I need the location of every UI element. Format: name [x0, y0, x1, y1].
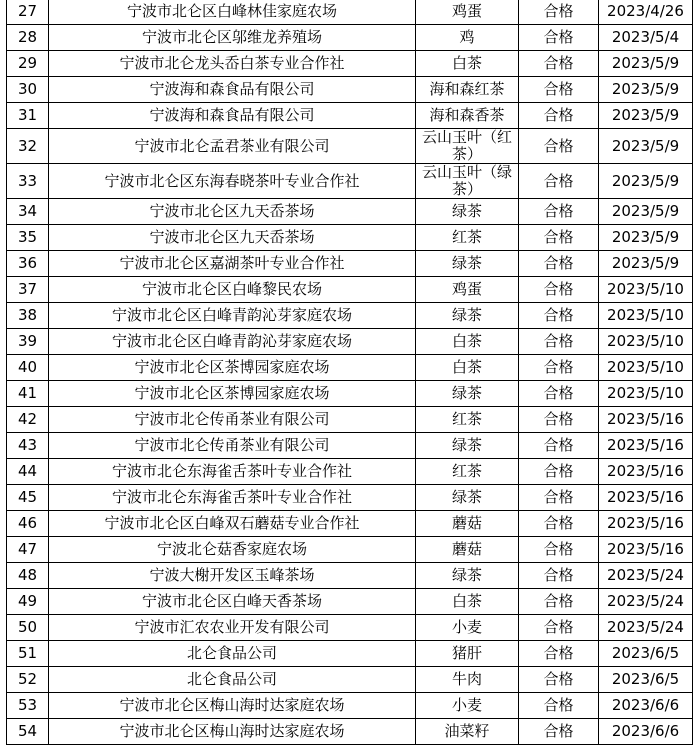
- product-cell: 红茶: [416, 459, 519, 485]
- product-cell: 绿茶: [416, 433, 519, 459]
- product-cell: 绿茶: [416, 485, 519, 511]
- product-cell: 鸡蛋: [416, 0, 519, 25]
- product-cell: 油菜籽: [416, 719, 519, 745]
- result-cell: 合格: [519, 719, 599, 745]
- row-number-cell: 47: [7, 537, 49, 563]
- row-number-cell: 44: [7, 459, 49, 485]
- product-cell: 海和森香茶: [416, 103, 519, 129]
- product-cell: 牛肉: [416, 667, 519, 693]
- product-cell: 猪肝: [416, 641, 519, 667]
- result-cell: 合格: [519, 511, 599, 537]
- date-cell: 2023/5/16: [599, 511, 693, 537]
- result-cell: 合格: [519, 563, 599, 589]
- result-cell: 合格: [519, 251, 599, 277]
- date-cell: 2023/5/9: [599, 51, 693, 77]
- result-cell: 合格: [519, 277, 599, 303]
- table-row: [7, 641, 693, 667]
- unit-name-cell: 宁波市北仑区茶博园家庭农场: [49, 355, 416, 381]
- product-cell: 绿茶: [416, 251, 519, 277]
- unit-name-cell: 宁波市北仑区白峰青韵沁芽家庭农场: [49, 303, 416, 329]
- row-number-cell: 38: [7, 303, 49, 329]
- result-cell: 合格: [519, 329, 599, 355]
- table-row: [7, 537, 693, 563]
- row-number-cell: 34: [7, 199, 49, 225]
- unit-name-cell: 宁波市北仑区邬维龙养殖场: [49, 25, 416, 51]
- row-number-cell: 32: [7, 129, 49, 164]
- result-cell: 合格: [519, 303, 599, 329]
- unit-name-cell: 宁波市北仑区九天岙茶场: [49, 199, 416, 225]
- date-cell: 2023/5/10: [599, 329, 693, 355]
- table-row: [7, 251, 693, 277]
- row-number-cell: 53: [7, 693, 49, 719]
- product-cell: 小麦: [416, 615, 519, 641]
- product-cell: 绿茶: [416, 563, 519, 589]
- result-cell: 合格: [519, 25, 599, 51]
- result-cell: 合格: [519, 589, 599, 615]
- date-cell: 2023/5/10: [599, 355, 693, 381]
- unit-name-cell: 宁波市北仑区茶博园家庭农场: [49, 381, 416, 407]
- row-number-cell: 54: [7, 719, 49, 745]
- product-cell: 云山玉叶（红茶）: [416, 129, 519, 164]
- unit-name-cell: 宁波市汇农农业开发有限公司: [49, 615, 416, 641]
- result-cell: 合格: [519, 51, 599, 77]
- date-cell: 2023/6/5: [599, 641, 693, 667]
- unit-name-cell: 宁波市北仑东海雀舌茶叶专业合作社: [49, 459, 416, 485]
- row-number-cell: 43: [7, 433, 49, 459]
- unit-name-cell: 宁波海和森食品有限公司: [49, 77, 416, 103]
- row-number-cell: 48: [7, 563, 49, 589]
- unit-name-cell: 宁波市北仑区梅山海时达家庭农场: [49, 719, 416, 745]
- table-row: [7, 51, 693, 77]
- date-cell: 2023/5/24: [599, 589, 693, 615]
- unit-name-cell: 宁波市北仑东海雀舌茶叶专业合作社: [49, 485, 416, 511]
- row-number-cell: 45: [7, 485, 49, 511]
- table-row: [7, 77, 693, 103]
- table-row: [7, 381, 693, 407]
- unit-name-cell: 宁波市北仑区白峰黎民农场: [49, 277, 416, 303]
- table-row: [7, 615, 693, 641]
- product-cell: 白茶: [416, 589, 519, 615]
- result-cell: 合格: [519, 355, 599, 381]
- date-cell: 2023/5/9: [599, 129, 693, 164]
- result-cell: 合格: [519, 77, 599, 103]
- row-number-cell: 39: [7, 329, 49, 355]
- product-cell: 云山玉叶（绿茶）: [416, 164, 519, 199]
- unit-name-cell: 宁波市北仑孟君茶业有限公司: [49, 129, 416, 164]
- unit-name-cell: 宁波市北仑传甬茶业有限公司: [49, 433, 416, 459]
- product-cell: 白茶: [416, 355, 519, 381]
- date-cell: 2023/5/16: [599, 433, 693, 459]
- date-cell: 2023/5/24: [599, 563, 693, 589]
- result-cell: 合格: [519, 129, 599, 164]
- result-cell: 合格: [519, 485, 599, 511]
- row-number-cell: 46: [7, 511, 49, 537]
- row-number-cell: 31: [7, 103, 49, 129]
- product-cell: 白茶: [416, 329, 519, 355]
- unit-name-cell: 宁波北仑菇香家庭农场: [49, 537, 416, 563]
- row-number-cell: 51: [7, 641, 49, 667]
- unit-name-cell: 北仑食品公司: [49, 667, 416, 693]
- product-cell: 绿茶: [416, 199, 519, 225]
- row-number-cell: 37: [7, 277, 49, 303]
- result-cell: 合格: [519, 381, 599, 407]
- result-cell: 合格: [519, 459, 599, 485]
- unit-name-cell: 宁波市北仑区嘉湖茶叶专业合作社: [49, 251, 416, 277]
- unit-name-cell: 宁波市北仑龙头岙白茶专业合作社: [49, 51, 416, 77]
- table-row: [7, 693, 693, 719]
- date-cell: 2023/5/9: [599, 199, 693, 225]
- product-cell: 绿茶: [416, 381, 519, 407]
- table-row: [7, 485, 693, 511]
- unit-name-cell: 宁波市北仑传甬茶业有限公司: [49, 407, 416, 433]
- table-row: [7, 563, 693, 589]
- table-row: [7, 225, 693, 251]
- date-cell: 2023/6/6: [599, 719, 693, 745]
- product-cell: 鸡蛋: [416, 277, 519, 303]
- table-row: [7, 719, 693, 745]
- row-number-cell: 50: [7, 615, 49, 641]
- table-row: [7, 303, 693, 329]
- date-cell: 2023/5/4: [599, 25, 693, 51]
- table-row: [7, 199, 693, 225]
- row-number-cell: 35: [7, 225, 49, 251]
- date-cell: 2023/5/9: [599, 225, 693, 251]
- unit-name-cell: 宁波市北仑区梅山海时达家庭农场: [49, 693, 416, 719]
- result-cell: 合格: [519, 225, 599, 251]
- row-number-cell: 41: [7, 381, 49, 407]
- table-row: [7, 0, 693, 25]
- row-number-cell: 52: [7, 667, 49, 693]
- product-cell: 绿茶: [416, 303, 519, 329]
- product-cell: 红茶: [416, 407, 519, 433]
- product-cell: 红茶: [416, 225, 519, 251]
- date-cell: 2023/5/10: [599, 277, 693, 303]
- result-cell: 合格: [519, 0, 599, 25]
- unit-name-cell: 北仑食品公司: [49, 641, 416, 667]
- product-cell: 小麦: [416, 693, 519, 719]
- table-body: [7, 0, 693, 745]
- product-cell: 白茶: [416, 51, 519, 77]
- row-number-cell: 30: [7, 77, 49, 103]
- date-cell: 2023/6/5: [599, 667, 693, 693]
- table-row: [7, 589, 693, 615]
- date-cell: 2023/5/9: [599, 164, 693, 199]
- date-cell: 2023/4/26: [599, 0, 693, 25]
- product-cell: 鸡: [416, 25, 519, 51]
- unit-name-cell: 宁波市北仑区白峰天香茶场: [49, 589, 416, 615]
- unit-name-cell: 宁波市北仑区东海春晓茶叶专业合作社: [49, 164, 416, 199]
- date-cell: 2023/5/10: [599, 381, 693, 407]
- table-row: [7, 511, 693, 537]
- date-cell: 2023/5/24: [599, 615, 693, 641]
- table-row: [7, 459, 693, 485]
- date-cell: 2023/5/9: [599, 77, 693, 103]
- row-number-cell: 40: [7, 355, 49, 381]
- date-cell: 2023/6/6: [599, 693, 693, 719]
- table-row: [7, 129, 693, 164]
- row-number-cell: 42: [7, 407, 49, 433]
- unit-name-cell: 宁波市北仑区白峰青韵沁芽家庭农场: [49, 329, 416, 355]
- product-cell: 蘑菇: [416, 511, 519, 537]
- result-cell: 合格: [519, 667, 599, 693]
- row-number-cell: 36: [7, 251, 49, 277]
- table-row: [7, 355, 693, 381]
- result-cell: 合格: [519, 615, 599, 641]
- row-number-cell: 28: [7, 25, 49, 51]
- result-cell: 合格: [519, 537, 599, 563]
- date-cell: 2023/5/16: [599, 407, 693, 433]
- table-row: [7, 407, 693, 433]
- date-cell: 2023/5/9: [599, 251, 693, 277]
- date-cell: 2023/5/10: [599, 303, 693, 329]
- unit-name-cell: 宁波市北仑区白峰双石蘑菇专业合作社: [49, 511, 416, 537]
- unit-name-cell: 宁波市北仑区白峰林佳家庭农场: [49, 0, 416, 25]
- table-row: [7, 433, 693, 459]
- result-cell: 合格: [519, 693, 599, 719]
- date-cell: 2023/5/9: [599, 103, 693, 129]
- result-cell: 合格: [519, 199, 599, 225]
- row-number-cell: 29: [7, 51, 49, 77]
- inspection-results-table: [6, 0, 693, 745]
- table-row: [7, 277, 693, 303]
- product-cell: 海和森红茶: [416, 77, 519, 103]
- date-cell: 2023/5/16: [599, 459, 693, 485]
- row-number-cell: 49: [7, 589, 49, 615]
- unit-name-cell: 宁波海和森食品有限公司: [49, 103, 416, 129]
- result-cell: 合格: [519, 407, 599, 433]
- result-cell: 合格: [519, 641, 599, 667]
- date-cell: 2023/5/16: [599, 485, 693, 511]
- date-cell: 2023/5/16: [599, 537, 693, 563]
- table-row: [7, 329, 693, 355]
- unit-name-cell: 宁波大榭开发区玉峰茶场: [49, 563, 416, 589]
- result-cell: 合格: [519, 433, 599, 459]
- row-number-cell: 27: [7, 0, 49, 25]
- result-cell: 合格: [519, 103, 599, 129]
- row-number-cell: 33: [7, 164, 49, 199]
- result-cell: 合格: [519, 164, 599, 199]
- table-row: [7, 25, 693, 51]
- product-cell: 蘑菇: [416, 537, 519, 563]
- table-row: [7, 103, 693, 129]
- unit-name-cell: 宁波市北仑区九天岙茶场: [49, 225, 416, 251]
- table-row: [7, 667, 693, 693]
- table-row: [7, 164, 693, 199]
